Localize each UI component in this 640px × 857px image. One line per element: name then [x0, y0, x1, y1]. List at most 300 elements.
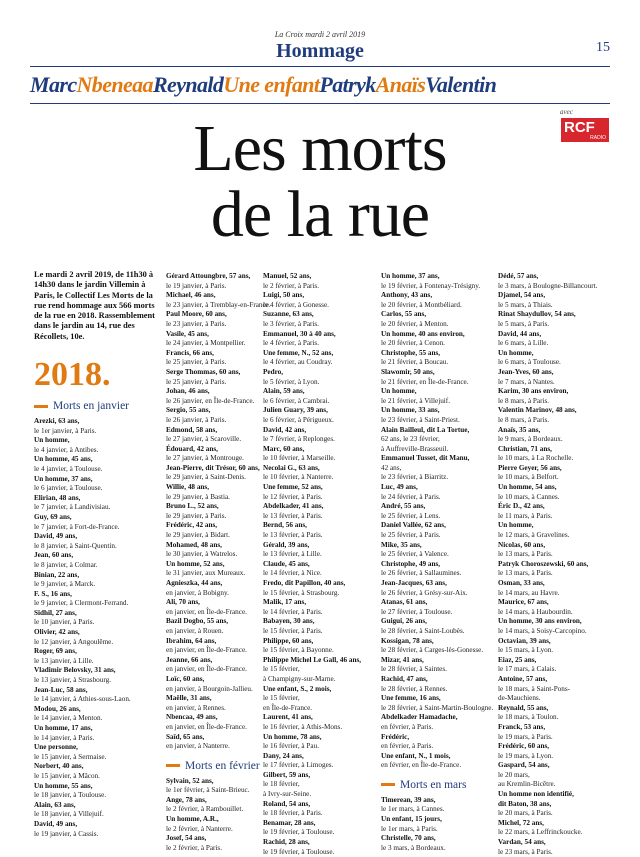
death-entry	[381, 387, 505, 406]
entry-name: Guigui, 26 ans,	[381, 617, 427, 626]
entry-detail: le 3 février, à Paris.	[263, 319, 319, 328]
entry-detail: le 10 mars, à Belfort.	[498, 473, 559, 482]
page-number: 15	[596, 40, 610, 55]
entry-detail: en janvier, en Île-de-France.	[166, 607, 247, 616]
death-entry	[498, 819, 622, 838]
entry-detail: le 9 mars, à Bordeaux.	[498, 435, 563, 444]
entry-name: Gaspard, 54 ans,	[498, 761, 550, 770]
banner-name: Valentin	[425, 72, 497, 97]
entry-detail: le 6 janvier, à Toulouse.	[34, 484, 103, 493]
entry-name: Octavian, 39 ans,	[498, 636, 551, 645]
death-entry	[381, 502, 505, 521]
entry-name: Un homme,	[498, 348, 534, 357]
entry-name: Julien Guary, 39 ans,	[263, 406, 328, 415]
heading-bar	[166, 764, 180, 767]
entry-detail: le 14 janvier, à Athies-sous-Laon.	[34, 695, 131, 704]
title-line-2: de la rue	[210, 178, 430, 251]
death-entry	[498, 579, 622, 598]
entry-name: Slawomir, 50 ans,	[381, 367, 435, 376]
death-entry	[381, 694, 505, 713]
entry-detail: le 12 janvier, à Angoulême.	[34, 637, 114, 646]
entry-detail: le 24 janvier, à Montpellier.	[166, 339, 246, 348]
death-entry	[34, 494, 158, 513]
entry-detail: en février, à Paris.	[381, 722, 434, 731]
death-entry	[263, 579, 387, 598]
entry-detail: le 19 février, à Toulouse.	[263, 828, 335, 837]
entry-name: Roger, 69 ans,	[34, 647, 77, 656]
death-entry	[381, 733, 505, 752]
entry-detail: le 23 janvier, à Tremblay-en-France.	[166, 300, 271, 309]
death-entry	[263, 617, 387, 636]
entry-detail: en janvier, en Île-de-France.	[166, 665, 247, 674]
death-entry	[381, 330, 505, 349]
death-entry	[263, 272, 387, 291]
entry-detail: le 28 février, à Saint-Martin-Boulogne.	[381, 703, 494, 712]
entry-name: Maëlle, 31 ans,	[166, 694, 212, 703]
entry-name: Michel, 72 ans,	[498, 818, 544, 827]
title-line-1: Les morts	[193, 112, 447, 185]
entry-detail: le 30 janvier, à Watrelos.	[166, 550, 238, 559]
entry-name: Suzanne, 63 ans,	[263, 310, 314, 319]
entry-name: Vasile, 45 ans,	[166, 329, 209, 338]
entry-name: Karim, 30 ans environ,	[498, 387, 569, 396]
entry-name: Pedro,	[263, 367, 284, 376]
death-entry	[381, 637, 505, 656]
entry-detail: le 13 février, à Paris.	[263, 531, 323, 540]
entry-name: Marc, 60 ans,	[263, 444, 305, 453]
death-entry	[381, 675, 505, 694]
entry-detail: le 23 janvier, à Paris.	[166, 319, 227, 328]
entry-name: Un homme,	[498, 521, 534, 530]
entry-name: Serge Thommas, 60 ans,	[166, 367, 241, 376]
entry-name: Atanas, 61 ans,	[381, 598, 428, 607]
death-entry	[263, 349, 387, 368]
entry-detail: le 25 janvier, à Paris.	[166, 377, 227, 386]
entry-detail: le 19 janvier, à Cassis.	[34, 829, 99, 838]
entry-detail: le 27 janvier, à Montrouge.	[166, 454, 244, 463]
entry-detail: le 13 mars, à Paris.	[498, 569, 553, 578]
death-entry	[263, 464, 387, 483]
death-entry	[381, 473, 505, 483]
entry-name: Une personne,	[34, 743, 78, 752]
entry-detail: le 26 février, à Sallaumines.	[381, 569, 462, 578]
entry-name: Un homme, 17 ans,	[34, 724, 93, 732]
entry-list	[263, 272, 387, 857]
death-entry	[381, 521, 505, 540]
death-entry	[263, 426, 387, 445]
entry-detail: le 2 février, à Nanterre.	[166, 824, 233, 833]
death-entry	[498, 838, 622, 857]
entry-detail: le 15 février, à Bayonne.	[263, 646, 334, 655]
entry-name: Christophe, 49 ans,	[381, 559, 441, 568]
entry-name: Anaïs, 35 ans,	[498, 425, 541, 434]
entry-detail: le 28 février, à Rennes.	[381, 684, 448, 693]
entry-detail: en janvier, à Rouen.	[166, 626, 224, 635]
entry-detail: le 7 janvier, à Landivisiau.	[34, 503, 111, 512]
entry-detail: le 20 février, à Montbéliard.	[381, 300, 462, 309]
entry-detail: le 2 février, à Paris.	[263, 281, 319, 290]
entry-detail: 62 ans, le 23 février,	[381, 435, 440, 444]
entry-detail: en janvier, en Île-de-France.	[166, 722, 247, 731]
entry-name: Jean-Pierre, dit Trésor, 60 ans,	[166, 463, 260, 472]
entry-name: Rachid, 47 ans,	[381, 674, 428, 683]
death-entry	[34, 475, 158, 494]
entry-name: Un homme, 37 ans,	[34, 474, 93, 483]
death-entry	[381, 406, 505, 425]
entry-name: Nicolas, 60 ans,	[498, 540, 546, 549]
entry-detail: le 9 janvier, à Clermont-Ferrand.	[34, 599, 129, 608]
entry-detail: le 23 février, à Biarritz.	[381, 473, 449, 482]
entry-name: Un homme,	[381, 387, 417, 396]
death-entry	[498, 694, 622, 704]
entry-name: Emmanuel Tusset, dit Manu,	[381, 454, 470, 463]
death-entry	[34, 532, 158, 551]
entry-detail: le 15 février,	[263, 694, 300, 703]
entry-name: Maurice, 67 ans,	[498, 598, 549, 607]
entry-detail: le 15 février, à Paris.	[263, 626, 323, 635]
entry-detail: le 23 février, à Saint-Priest.	[381, 415, 460, 424]
entry-name: Mizar, 41 ans,	[381, 655, 424, 664]
entry-detail: le 25 février, à Paris.	[381, 531, 441, 540]
entry-detail: le 3 mars, à Bordeaux.	[381, 843, 446, 852]
entry-detail: le 12 février, à Paris.	[263, 492, 323, 501]
entry-detail: le 13 mars, à Paris.	[498, 550, 553, 559]
entry-name: Gérald, 39 ans,	[263, 540, 310, 549]
entry-detail: le 19 mars, à Paris.	[498, 732, 553, 741]
entry-name: Nbencaa, 49 ans,	[166, 713, 218, 722]
entry-detail: le 24 février, à Paris.	[381, 492, 441, 501]
entry-name: Osman, 33 ans,	[498, 579, 545, 587]
death-entry	[34, 762, 158, 781]
entry-detail: le 4 février, au Coudray.	[263, 358, 333, 367]
entry-detail: le 29 janvier, à Bidart.	[166, 531, 230, 540]
entry-detail: le 31 janvier, aux Mureaux.	[166, 569, 246, 578]
entry-name: Jeanne, 66 ans,	[166, 655, 213, 664]
entry-name: Babayen, 30 ans,	[263, 617, 315, 626]
entry-name: Une femme, 16 ans,	[381, 694, 441, 703]
entry-name: Christophe, 55 ans,	[381, 348, 441, 357]
entry-name: Antoine, 57 ans,	[498, 674, 548, 683]
entry-detail: le 17 mars, à Calais.	[498, 665, 557, 674]
death-entry	[34, 571, 158, 590]
death-entry	[34, 590, 158, 609]
entry-detail: le 13 janvier, à Lille.	[34, 656, 94, 665]
death-entry	[34, 647, 158, 666]
banner-name: Patryk	[319, 72, 376, 97]
section-title: Hommage	[276, 40, 364, 62]
entry-name: Un homme, 37 ans,	[381, 272, 440, 280]
entry-detail: le 5 mars, à Thiais.	[498, 300, 553, 309]
entry-detail: le 18 mars, à Toulon.	[498, 713, 559, 722]
death-entry	[498, 464, 622, 483]
entry-name: Rinat Shaydullov, 54 ans,	[498, 310, 576, 319]
masthead: La Croix mardi 2 avril 2019	[274, 30, 366, 39]
entry-name: Alain Bailleul, dit La Tortue,	[381, 425, 470, 434]
death-entry	[34, 801, 158, 820]
death-entry	[381, 617, 505, 636]
entry-detail: le 20 février, à Menton.	[381, 319, 449, 328]
entry-name: Arezki, 63 ans,	[34, 417, 80, 425]
entry-detail: le 26 février, à Grésy-sur-Aix.	[381, 588, 468, 597]
entry-name: Guy, 69 ans,	[34, 512, 72, 521]
death-entry	[381, 272, 505, 291]
entry-detail: le 10 février, à Nanterre.	[263, 473, 334, 482]
entry-name: Olivier, 42 ans,	[34, 628, 80, 637]
entry-name: Un homme, 78 ans,	[263, 732, 322, 741]
death-entry	[263, 637, 387, 656]
entry-detail: le 21 février, à Villejuif.	[381, 396, 450, 405]
death-entry	[381, 752, 505, 771]
entry-detail: le 29 janvier, à Saint-Denis.	[166, 473, 246, 482]
entry-detail: le 19 mars, à Lyon.	[498, 751, 554, 760]
entry-detail: le 25 février, à Lens.	[381, 511, 441, 520]
entry-name: Un homme, 52 ans,	[166, 559, 225, 568]
entry-detail: le 13 février, à Paris.	[263, 511, 323, 520]
entry-detail: le 7 mars, à Nantes.	[498, 377, 555, 386]
entry-detail: le 6 février, à Périgueux.	[263, 415, 334, 424]
entry-name: David, 49 ans,	[34, 819, 78, 828]
heading-bar	[381, 783, 395, 786]
death-entry	[498, 387, 622, 406]
entry-name: Franck, 53 ans,	[498, 722, 546, 731]
entry-name: Francis, 66 ans,	[166, 348, 214, 357]
death-entry	[498, 310, 622, 329]
entry-name: Vladimir Belovsky, 31 ans,	[34, 666, 116, 675]
entry-detail: le 7 janvier, à Fort-de-France.	[34, 522, 120, 531]
death-entry	[498, 349, 622, 368]
death-entry	[263, 368, 387, 387]
death-entry	[263, 560, 387, 579]
entry-name: Sergio, 55 ans,	[166, 406, 211, 415]
entry-name: Elirian, 48 ans,	[34, 493, 81, 502]
entry-detail: le 1er mars, à Cannes.	[381, 805, 445, 814]
entry-name: Timerean, 39 ans,	[381, 795, 436, 804]
entry-name: Une femme, N., 52 ans,	[263, 348, 334, 357]
entry-name: Un homme, 54 ans,	[498, 483, 557, 492]
entry-detail: le 18 février,	[263, 780, 300, 789]
death-entry	[34, 724, 158, 743]
death-entry	[263, 502, 387, 521]
death-entry	[263, 752, 387, 771]
death-entry	[381, 426, 505, 445]
entry-detail: le 29 janvier, à Paris.	[166, 511, 227, 520]
death-entry	[498, 521, 622, 540]
column-3	[263, 272, 387, 857]
entry-detail: le 29 janvier, à Bastia.	[166, 492, 230, 501]
entry-name: Jean, 60 ans,	[34, 551, 74, 560]
entry-name: Rachid, 28 ans,	[263, 838, 310, 847]
death-entry	[498, 368, 622, 387]
entry-name: Bazil Dogbo, 55 ans,	[166, 617, 229, 626]
entry-detail: le 28 février, à Carges-lès-Gonesse.	[381, 646, 484, 655]
banner-name: Anaïs	[375, 72, 426, 97]
entry-name: Alain, 63 ans,	[34, 800, 76, 809]
death-entry	[34, 820, 158, 839]
divider	[30, 103, 610, 104]
banner-name: Marc	[30, 72, 77, 97]
entry-detail: le 17 février, à Limoges.	[263, 761, 334, 770]
death-entry	[263, 598, 387, 617]
entry-name: Un homme, 40 ans environ,	[381, 329, 465, 338]
death-entry	[498, 541, 622, 560]
death-entry	[381, 598, 505, 617]
death-entry	[498, 723, 622, 742]
entry-detail: le 25 février, à Valence.	[381, 550, 449, 559]
banner-name: Reynald	[152, 72, 224, 97]
entry-name: Loïc, 60 ans,	[166, 674, 205, 683]
entry-name: Manuel, 52 ans,	[263, 272, 312, 280]
entry-detail: en Île-de-France.	[263, 703, 313, 712]
entry-name: Ibrahim, 64 ans,	[166, 636, 217, 645]
section-heading-label: Morts en mars	[400, 778, 467, 791]
entry-detail: le 15 février,	[263, 665, 300, 674]
entry-name: Mike, 35 ans,	[381, 540, 422, 549]
entry-detail: le 6 mars, à Toulouse.	[498, 358, 561, 367]
section-heading-january	[34, 400, 158, 412]
entry-detail: le 26 janvier, à Paris.	[166, 415, 227, 424]
entry-name: Jean-Jacques, 63 ans,	[381, 579, 447, 587]
entry-detail: le 8 janvier, à Colmar.	[34, 560, 98, 569]
death-entry	[263, 656, 387, 675]
entry-name: Sidhil, 27 ans,	[34, 608, 77, 617]
entry-name: Un homme, 55 ans,	[34, 781, 93, 790]
entry-name: Carlos, 55 ans,	[381, 310, 427, 319]
death-entry	[263, 733, 387, 752]
entry-name: Vardan, 54 ans,	[498, 838, 546, 847]
entry-name: Jean-Yves, 60 ans,	[498, 367, 554, 376]
entry-name: Un homme, 33 ans,	[381, 406, 440, 415]
entry-detail: le 27 février, à Toulouse.	[381, 607, 453, 616]
death-entry	[34, 436, 158, 455]
entry-name: Christian, 71 ans,	[498, 444, 552, 453]
death-entry	[381, 541, 505, 560]
death-entry	[34, 666, 158, 685]
entry-name: Alain, 59 ans,	[263, 387, 305, 396]
entry-detail: en février, en Île-de-France.	[381, 761, 462, 770]
entry-name: Norbert, 40 ans,	[34, 762, 84, 771]
entry-detail: à Auffreville-Brasseuil.	[381, 444, 449, 453]
entry-name: David, 49 ans,	[34, 532, 78, 541]
entry-name: David, 42 ans,	[263, 425, 307, 434]
entry-detail: le 9 janvier, à Marck.	[34, 580, 96, 589]
entry-detail: le 15 mars, à Lyon.	[498, 646, 554, 655]
entry-detail: le 15 janvier, à Sermaise.	[34, 752, 107, 761]
death-entry	[34, 609, 158, 628]
death-entry	[498, 780, 622, 790]
entry-detail: le 18 février, à Paris.	[263, 809, 323, 818]
death-entry	[263, 521, 387, 540]
death-entry	[34, 551, 158, 570]
entry-detail: le 20 mars, à Paris.	[498, 809, 553, 818]
entry-name: André, 55 ans,	[381, 502, 426, 511]
death-entry	[34, 705, 158, 724]
death-entry	[381, 815, 505, 834]
death-entry	[498, 790, 622, 800]
death-entry	[498, 483, 622, 502]
entry-name: Une enfant, N., 1 mois,	[381, 751, 451, 760]
entry-name: F. S., 16 ans,	[34, 589, 72, 598]
entry-detail: le 10 mars, à Cannes.	[498, 492, 560, 501]
entry-name: dit Baton, 38 ans,	[498, 799, 552, 808]
entry-list	[498, 272, 622, 857]
entry-name: Binian, 22 ans,	[34, 570, 80, 579]
entry-name: Un homme, 45 ans,	[34, 455, 93, 464]
entry-detail: le 16 février, à Pau.	[263, 742, 319, 751]
death-entry	[498, 704, 622, 723]
death-entry	[263, 790, 387, 800]
entry-detail: le 23 mars, à Paris.	[498, 847, 553, 856]
entry-name: Daniel Vallée, 62 ans,	[381, 521, 446, 530]
death-entry	[381, 656, 505, 675]
entry-name: Abdelkader Hamadache,	[381, 713, 458, 722]
entry-detail: le 16 février, à Athis-Mons.	[263, 722, 343, 731]
death-entry	[34, 686, 158, 705]
entry-name: David, 44 ans,	[498, 329, 542, 338]
entry-name: Abdelkader, 41 ans,	[263, 502, 324, 511]
entry-name: Agnieszka, 44 ans,	[166, 579, 223, 587]
section-heading-label: Morts en janvier	[53, 400, 130, 412]
death-entry	[263, 406, 387, 425]
entry-name: Josef, 54 ans,	[166, 834, 207, 843]
entry-detail: le 25 janvier, à Paris.	[166, 358, 227, 367]
death-entry	[381, 310, 505, 329]
death-entry	[263, 685, 387, 704]
section-heading-label: Morts en février	[185, 759, 260, 772]
entry-name: Frédéric, 60 ans,	[498, 742, 550, 751]
partner-label: avec	[560, 108, 573, 116]
entry-detail: le 26 janvier, en Île-de-France.	[166, 396, 255, 405]
death-entry	[263, 541, 387, 560]
banner-name: Nbeneaa	[76, 72, 153, 97]
entry-name: Éric D., 42 ans,	[498, 502, 545, 511]
entry-name: Bruno L., 52 ans,	[166, 502, 219, 511]
entry-detail: 42 ans,	[381, 463, 402, 472]
entry-detail: le 11 mars, à Paris.	[498, 511, 553, 520]
entry-detail: le 1er janvier, à Paris.	[34, 426, 97, 435]
entry-detail: le 5 mars, à Paris.	[498, 319, 550, 328]
death-entry	[498, 426, 622, 445]
entry-name: Patryk Choroszewski, 60 ans,	[498, 559, 589, 568]
entry-name: Claude, 45 ans,	[263, 559, 310, 568]
banner-name: Une enfant	[223, 72, 320, 97]
death-entry	[498, 598, 622, 617]
entry-detail: en janvier, en Île-de-France.	[166, 646, 247, 655]
entry-detail: le 15 janvier, à Mâcon.	[34, 771, 100, 780]
entry-name: Michael, 46 ans,	[166, 291, 216, 300]
entry-name: Emmanuel, 30 à 40 ans,	[263, 329, 336, 338]
column-4	[381, 272, 505, 853]
entry-detail: le 18 mars, à Saint-Pons-	[498, 684, 571, 693]
entry-detail: à Champigny-sur-Marne.	[263, 674, 336, 683]
entry-name: Edmond, 58 ans,	[166, 425, 218, 434]
entry-detail: le 20 mars,	[498, 770, 530, 779]
death-entry	[263, 713, 387, 732]
death-entry	[381, 483, 505, 502]
death-entry	[263, 387, 387, 406]
entry-detail: le 14 février, à Nice.	[263, 569, 322, 578]
entry-name: Laurent, 41 ans,	[263, 713, 313, 722]
entry-detail: le 4 février, à Gonesse.	[263, 300, 329, 309]
entry-name: Un enfant, 15 jours,	[381, 815, 442, 824]
death-entry	[263, 445, 387, 464]
entry-detail: le 4 janvier, à Antibes.	[34, 445, 99, 454]
entry-name: Saïd, 65 ans,	[166, 732, 205, 741]
entry-detail: en janvier, à Bobigny.	[166, 588, 229, 597]
entry-detail: au Kremlin-Bicêtre.	[498, 780, 556, 789]
entry-detail: le 19 février, à Fontenay-Trésigny.	[381, 281, 481, 290]
entry-name: Une enfant, S., 2 mois,	[263, 684, 332, 693]
heading-bar	[34, 405, 48, 408]
